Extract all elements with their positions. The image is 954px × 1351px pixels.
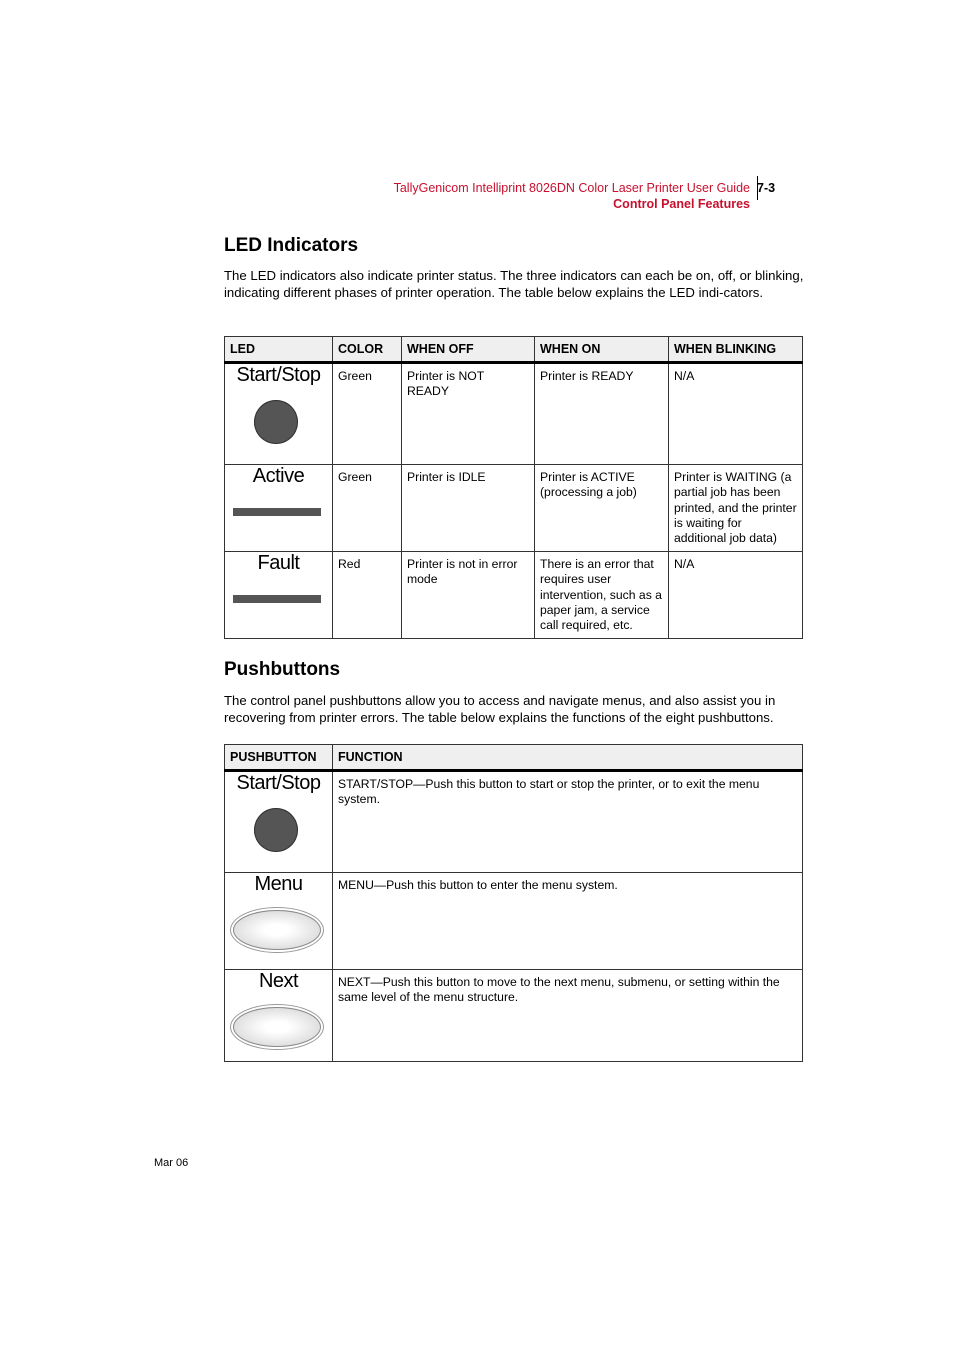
table-row xyxy=(225,873,803,970)
when-blinking-cell: N/A xyxy=(669,363,803,465)
footer-date: Mar 06 xyxy=(154,1157,189,1169)
col-when-off: WHEN OFF xyxy=(402,337,535,363)
led-cell xyxy=(225,465,333,552)
round-led-icon xyxy=(254,400,298,444)
pushbutton-label: Menu xyxy=(254,873,303,895)
when-on-cell: There is an error that requires user intervention, such as a paper jam, a service call required, etc. xyxy=(535,552,669,639)
table-row xyxy=(225,552,803,639)
when-on-cell: Printer is READY xyxy=(535,363,669,465)
bar-led-icon xyxy=(233,508,321,516)
led-label: Start/Stop xyxy=(236,364,321,386)
color-cell: Green xyxy=(333,363,402,465)
col-color: COLOR xyxy=(333,337,402,363)
oval-button-icon xyxy=(233,1007,321,1047)
led-intro: The LED indicators also indicate printer status. The three indicators can each be on, off, or blinking, indicating different phases of printer operation. The table below explains the LED indi-cators. xyxy=(224,268,804,300)
pushbutton-label: Next xyxy=(258,970,299,992)
led-table xyxy=(224,336,803,639)
round-button-icon xyxy=(254,808,298,852)
col-pushbutton: PUSHBUTTON xyxy=(225,745,333,771)
led-label: Active xyxy=(252,465,305,487)
function-cell: MENU—Push this button to enter the menu system. xyxy=(333,873,803,970)
pushbuttons-intro: The control panel pushbuttons allow you to access and navigate menus, and also assist you in recovering from printer errors. The table below explains the functions of the eight pushbuttons. xyxy=(224,693,776,725)
page-number: 7-3 xyxy=(757,181,776,195)
led-heading: LED Indicators xyxy=(224,235,359,256)
col-function: FUNCTION xyxy=(333,745,803,771)
pushbutton-cell xyxy=(225,873,333,970)
table-row xyxy=(225,970,803,1062)
running-header xyxy=(300,180,750,212)
led-cell xyxy=(225,363,333,465)
table-row xyxy=(225,465,803,552)
col-when-blinking: WHEN BLINKING xyxy=(669,337,803,363)
col-when-on: WHEN ON xyxy=(535,337,669,363)
pushbutton-table-header xyxy=(225,745,803,771)
pushbuttons-heading: Pushbuttons xyxy=(224,659,341,680)
when-blinking-cell: N/A xyxy=(669,552,803,639)
oval-button-icon xyxy=(233,910,321,950)
guide-title: TallyGenicom Intelliprint 8026DN Color Laser Printer User Guide xyxy=(393,181,750,195)
when-off-cell: Printer is not in error mode xyxy=(402,552,535,639)
when-off-cell: Printer is IDLE xyxy=(402,465,535,552)
led-label: Fault xyxy=(257,552,300,574)
led-cell xyxy=(225,552,333,639)
led-table-header xyxy=(225,337,803,363)
color-cell: Red xyxy=(333,552,402,639)
table-row xyxy=(225,771,803,873)
when-on-cell: Printer is ACTIVE (processing a job) xyxy=(535,465,669,552)
when-blinking-cell: Printer is WAITING (a partial job has been printed, and the printer is waiting for additional job data) xyxy=(669,465,803,552)
when-off-cell: Printer is NOT READY xyxy=(402,363,535,465)
pushbutton-label: Start/Stop xyxy=(236,772,321,794)
pushbutton-table xyxy=(224,744,803,1062)
function-cell: START/STOP—Push this button to start or stop the printer, or to exit the menu system. xyxy=(333,771,803,873)
table-row xyxy=(225,363,803,465)
function-cell: NEXT—Push this button to move to the next menu, submenu, or setting within the same level of the menu structure. xyxy=(333,970,803,1062)
col-led: LED xyxy=(225,337,333,363)
bar-led-icon xyxy=(233,595,321,603)
color-cell: Green xyxy=(333,465,402,552)
pushbutton-cell xyxy=(225,771,333,873)
section-title: Control Panel Features xyxy=(613,197,750,211)
pushbutton-cell xyxy=(225,970,333,1062)
